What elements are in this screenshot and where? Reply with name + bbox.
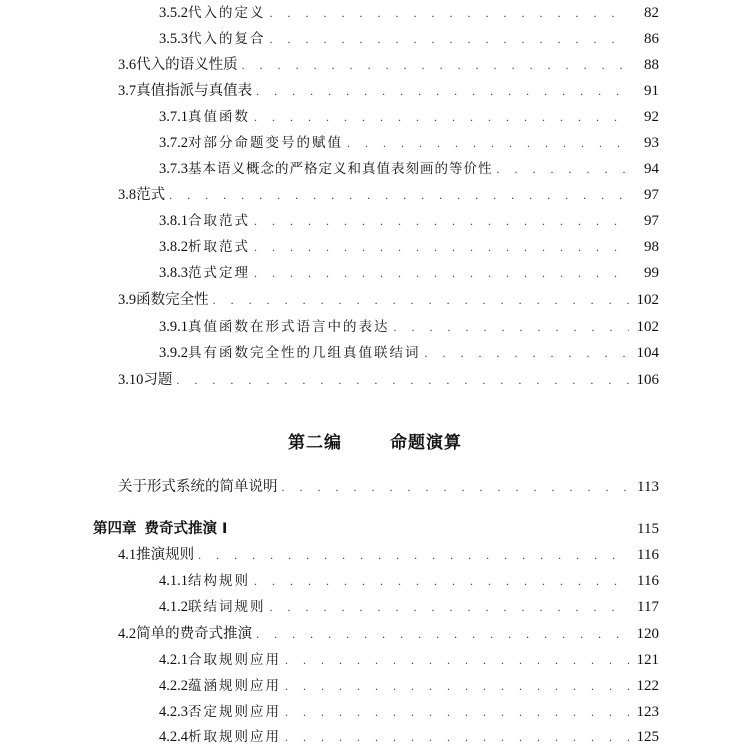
entry-title: 代入的定义 bbox=[188, 5, 266, 21]
toc-entry-chapter-4 bbox=[93, 516, 659, 542]
dot-leader bbox=[169, 182, 629, 208]
dot-leader bbox=[254, 568, 629, 594]
dot-leader bbox=[270, 0, 630, 26]
toc-entry-4-1-2 bbox=[159, 594, 659, 620]
toc-entry-3-8-2 bbox=[159, 234, 659, 260]
entry-title: 结构规则 bbox=[188, 573, 250, 589]
toc-entry-3-6 bbox=[118, 52, 659, 78]
entry-title: 真值指派与真值表 bbox=[136, 83, 253, 99]
entry-title: 习题 bbox=[143, 372, 173, 388]
entry-title: 真值函数在形式语言中的表达 bbox=[188, 319, 390, 335]
dot-leader bbox=[198, 542, 629, 568]
entry-page-number: 94 bbox=[644, 161, 659, 177]
entry-number: 4.1.1 bbox=[159, 573, 188, 589]
part-title: 命题演算 bbox=[390, 433, 462, 453]
toc-entry-3-7-1 bbox=[159, 104, 659, 130]
entry-page-number: 116 bbox=[637, 573, 659, 589]
toc-entry-3-9 bbox=[118, 287, 659, 313]
toc-entry-3-9-1 bbox=[159, 314, 659, 340]
toc-entry-4-2-3 bbox=[159, 699, 659, 725]
toc-entry-4-2-4 bbox=[159, 724, 659, 750]
dot-leader bbox=[285, 699, 629, 725]
toc-entry-3-7-3 bbox=[159, 156, 659, 182]
entry-number: 3.8.3 bbox=[159, 265, 188, 281]
entry-title: 蕴涵规则应用 bbox=[188, 678, 281, 694]
entry-page-number: 98 bbox=[644, 239, 659, 255]
entry-title: 函数完全性 bbox=[136, 292, 209, 308]
chapter-label: 第四章 bbox=[93, 521, 137, 537]
dot-leader bbox=[254, 234, 629, 260]
dot-leader bbox=[254, 260, 629, 286]
toc-entry-4-1-1 bbox=[159, 568, 659, 594]
entry-number: 3.7.1 bbox=[159, 109, 188, 125]
dot-leader bbox=[256, 621, 629, 647]
entry-title: 合取范式 bbox=[188, 213, 250, 229]
entry-number: 4.2.2 bbox=[159, 678, 188, 694]
entry-number: 3.7 bbox=[118, 83, 137, 99]
entry-page-number: 106 bbox=[636, 372, 659, 388]
part-heading bbox=[0, 428, 750, 453]
entry-page-number: 82 bbox=[644, 5, 659, 21]
toc-entry-3-5-2 bbox=[159, 0, 659, 26]
toc-entry-4-2 bbox=[118, 621, 659, 647]
dot-leader bbox=[285, 724, 629, 750]
entry-title: 范式定理 bbox=[188, 265, 250, 281]
entry-number: 4.2 bbox=[118, 626, 137, 642]
dot-leader bbox=[254, 208, 629, 234]
entry-title: 析取范式 bbox=[188, 239, 250, 255]
entry-page-number: 93 bbox=[644, 135, 659, 151]
entry-title: 联结词规则 bbox=[188, 599, 266, 615]
entry-title: 真值函数 bbox=[188, 109, 250, 125]
entry-number: 3.8 bbox=[118, 187, 137, 203]
entry-title: 合取规则应用 bbox=[188, 652, 281, 668]
dot-leader bbox=[256, 78, 629, 104]
entry-page-number: 104 bbox=[636, 345, 659, 361]
toc-entry-3-8 bbox=[118, 182, 659, 208]
entry-page-number: 97 bbox=[644, 187, 659, 203]
entry-page-number: 97 bbox=[644, 213, 659, 229]
dot-leader bbox=[242, 52, 629, 78]
toc-entry-3-7-2 bbox=[159, 130, 659, 156]
entry-page-number: 92 bbox=[644, 109, 659, 125]
toc-entry-3-8-3 bbox=[159, 260, 659, 286]
entry-number: 3.8.1 bbox=[159, 213, 188, 229]
entry-number: 3.8.2 bbox=[159, 239, 188, 255]
entry-number: 4.2.3 bbox=[159, 704, 188, 720]
entry-page-number: 120 bbox=[636, 626, 659, 642]
entry-number: 4.1.2 bbox=[159, 599, 188, 615]
entry-page-number: 113 bbox=[637, 479, 659, 495]
entry-number: 4.2.4 bbox=[159, 729, 188, 745]
entry-title: 析取规则应用 bbox=[188, 729, 281, 745]
entry-page-number: 99 bbox=[644, 265, 659, 281]
entry-number: 3.9.1 bbox=[159, 319, 188, 335]
entry-page-number: 121 bbox=[636, 652, 659, 668]
dot-leader bbox=[282, 474, 630, 500]
entry-title: 否定规则应用 bbox=[188, 704, 281, 720]
chapter-page-number: 115 bbox=[637, 521, 659, 537]
entry-title: 关于形式系统的简单说明 bbox=[118, 479, 278, 495]
entry-page-number: 102 bbox=[636, 292, 659, 308]
toc-entry-4-2-1 bbox=[159, 647, 659, 673]
entry-title: 推演规则 bbox=[136, 547, 195, 563]
entry-number: 3.5.3 bbox=[159, 31, 188, 47]
entry-number: 3.9.2 bbox=[159, 345, 188, 361]
entry-number: 3.5.2 bbox=[159, 5, 188, 21]
entry-number: 3.9 bbox=[118, 292, 137, 308]
entry-page-number: 122 bbox=[636, 678, 659, 694]
toc-entry-3-8-1 bbox=[159, 208, 659, 234]
entry-number: 4.1 bbox=[118, 547, 137, 563]
toc-entry-formal-system-note bbox=[118, 474, 659, 500]
entry-number: 3.6 bbox=[118, 57, 137, 73]
toc-entry-4-2-2 bbox=[159, 673, 659, 699]
toc-entry-3-10 bbox=[118, 367, 659, 393]
entry-title: 代入的复合 bbox=[188, 31, 266, 47]
dot-leader bbox=[285, 673, 629, 699]
entry-number: 3.7.3 bbox=[159, 161, 188, 177]
entry-title: 简单的费奇式推演 bbox=[136, 626, 253, 642]
entry-page-number: 91 bbox=[644, 83, 659, 99]
entry-page-number: 125 bbox=[636, 729, 659, 745]
dot-leader bbox=[425, 340, 630, 366]
entry-number: 3.10 bbox=[118, 372, 144, 388]
dot-leader bbox=[394, 314, 630, 340]
entry-page-number: 88 bbox=[644, 57, 659, 73]
entry-title: 代入的语义性质 bbox=[136, 57, 238, 73]
entry-page-number: 117 bbox=[637, 599, 659, 615]
dot-leader bbox=[254, 104, 629, 130]
dot-leader bbox=[270, 594, 630, 620]
entry-title: 对部分命题变号的赋值 bbox=[188, 135, 343, 151]
entry-title: 基本语义概念的严格定义和真值表刻画的等价性 bbox=[188, 161, 493, 177]
entry-number: 3.7.2 bbox=[159, 135, 188, 151]
dot-leader bbox=[347, 130, 629, 156]
entry-number: 4.2.1 bbox=[159, 652, 188, 668]
entry-title: 具有函数完全性的几组真值联结词 bbox=[188, 345, 421, 361]
entry-title: 范式 bbox=[136, 187, 166, 203]
entry-page-number: 102 bbox=[636, 319, 659, 335]
toc-entry-3-5-3 bbox=[159, 26, 659, 52]
part-label: 第二编 bbox=[288, 433, 342, 453]
entry-page-number: 116 bbox=[637, 547, 659, 563]
entry-page-number: 123 bbox=[636, 704, 659, 720]
toc-entry-4-1 bbox=[118, 542, 659, 568]
dot-leader bbox=[285, 647, 629, 673]
toc-entry-3-7 bbox=[118, 78, 659, 104]
dot-leader bbox=[213, 287, 629, 313]
entry-page-number: 86 bbox=[644, 31, 659, 47]
dot-leader bbox=[176, 367, 629, 393]
chapter-title: 费奇式推演 I bbox=[144, 521, 228, 537]
dot-leader bbox=[270, 26, 630, 52]
dot-leader bbox=[497, 156, 630, 182]
toc-entry-3-9-2 bbox=[159, 340, 659, 366]
